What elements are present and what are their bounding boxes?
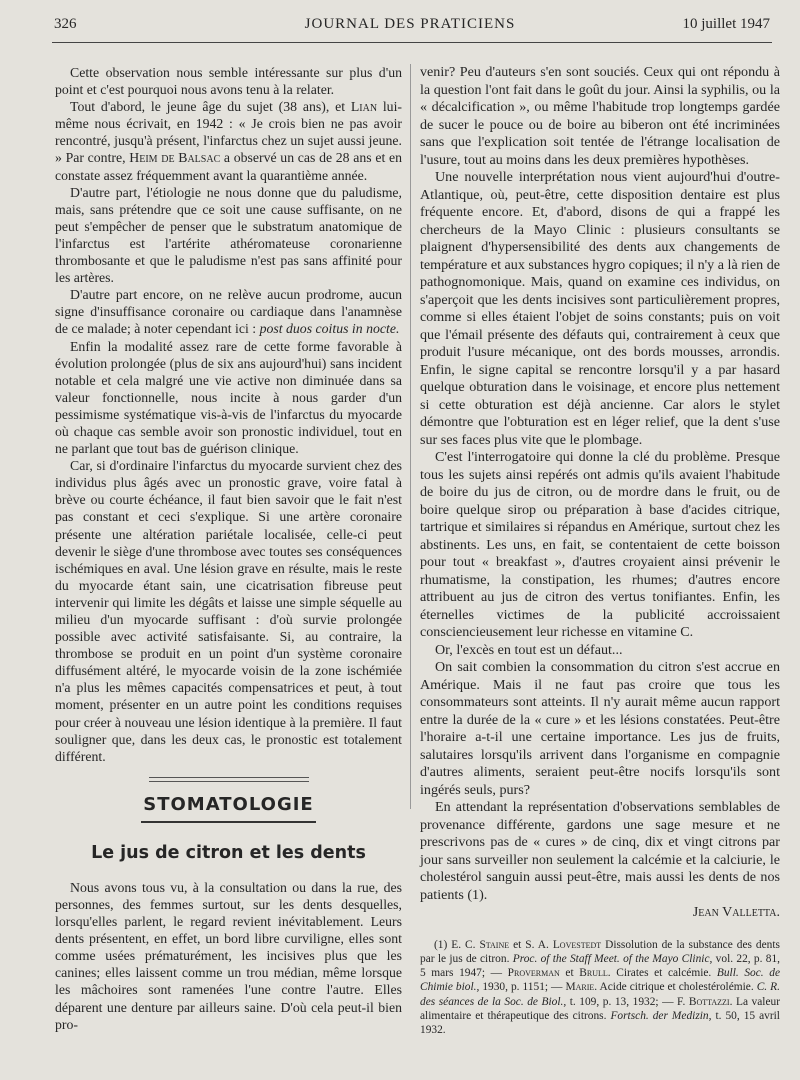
column-divider	[410, 64, 411, 809]
double-rule	[149, 777, 309, 782]
page-number: 326	[54, 16, 77, 32]
paragraph: Une nouvelle interprétation nous vient aujourd'hui d'outre-Atlantique, où, peut-être, cette disposition dentaire est plus fréquente encore. Et, d'abord, disons de qui a frappé les chercheurs de la Mayo Clinic : plusieurs consultants se plaignent d'hypersensibilité des dents aux changements de température et aux substances hygro copiques; il n'y a là rien de pathognomonique. Mais, quand on examine ces individus, on s'aperçoit que les dents incisives sont particulièrement propres, comme si elles étaient l'objet de soins constants; puis on voit que l'émail présente des défauts qui, contrairement à ceux que produit l'usure mécanique, ont des bords mousses, arrondis. Enfin, le signe capital se rencontre lorsqu'il y a par hasard quelque obturation dans le voisinage, et encore plus nettement si cette obturation est déjà ancienne. Car alors le stylet démontre que l'obturation est en léger relief, que la dent s'use sur ses faces plus vite que le plombage.	[420, 169, 780, 448]
paragraph: Cette observation nous semble intéressante sur plus d'un point et c'est pourquoi nous avons tenu à la relater.	[55, 65, 402, 98]
journal-title: JOURNAL DES PRATICIENS	[304, 16, 516, 32]
left-column	[55, 64, 402, 1033]
header-rule	[52, 42, 772, 43]
paragraph: C'est l'interrogatoire qui donne la clé du problème. Presque tous les sujets ainsi repérés ont admis qu'ils avaient l'habitude de boire du jus de citron, ou de mordre dans le fruit, ou de boire quelque sirop ou préparation à base d'acides citrique, tartrique et similaires si répandus en Amérique, surtout chez les abstinents. Les uns, en fait, se contentaient de cette boisson pour tout « breakfast », d'autres croyaient ainsi prévenir le rhumatisme, la constipation, les rhumes; d'autres encore attribuent au jus de citron des vertus tonifiantes. Enfin, les éternelles victimes de la publicité accroissaient consciencieusement leur richesse en vitamine C.	[420, 449, 780, 640]
section-underline	[141, 821, 316, 823]
issue-date: 10 juillet 1947	[682, 16, 770, 32]
latin-phrase: post duos coitus in nocte.	[259, 321, 400, 337]
paragraph: Or, l'excès en tout est un défaut...	[435, 641, 623, 658]
article-title: Le jus de citron et les dents	[91, 842, 366, 863]
paragraph: Nous avons tous vu, à la consultation ou dans la rue, des personnes, des femmes surtout, sur les dents desquelles, lorsqu'elles parlent, le regard revient inévitablement. Leurs dents présentent, en effet, un bord libre curviligne, elles sont comme usées prématurément, les incisives plus que les canines; elles laissent comme un trou médian, même lorsque les mâchoires sont ramenées l'une contre l'autre. Elles déparent une denture par ailleurs saine. D'où cela peut-il bien pro-	[55, 879, 402, 1032]
paragraph: Tout d'abord, le jeune âge du sujet (38 ans), et Lian lui-même nous écrivait, en 1942 : « Je crois bien ne pas avoir rencontré, jusqu'à présent, l'infarctus chez un sujet aussi jeune. » Par contre, Heim de Balsac a observé un cas de 28 ans et en constate assez fréquemment avant la quarantième année.	[55, 99, 403, 183]
paragraph: On sait combien la consommation du citron s'est accrue en Amérique. Mais il ne faut pas croire que tous les consommateurs sont atteints. Il n'y aurait même aucun rapport entre la durée de la « cure » et les lésions constatées. Peut-être l'horaire a-t-il une certaine importance. Les jus de fruits, salutaires lorsqu'ils arrivent dans l'organisme en compagnie d'autres aliments, seraient peut-être nocifs lorsqu'ils sont ingérés seuls, purs?	[420, 659, 780, 798]
paragraph: D'autre part encore, on ne relève aucun prodrome, aucun signe d'insuffisance coronaire ou cardiaque dans l'anamnèse de ce malade; à noter cependant ici : post duos coitus in nocte.	[55, 287, 402, 337]
paragraph: Car, si d'ordinaire l'infarctus du myocarde survient chez des individus plus âgés avec un pronostic grave, voire fatal à brève ou courte échéance, il faut bien savoir que le fait n'est pas constant et ceci s'explique. Si une artère coronaire présente une altération pariétale localisée, celle-ci peut devenir le siège d'une thrombose avec toutes ses conséquences ischémiques en aval. Une lésion grave en résulte, mais le reste du myocarde étant sain, une cicatrisation fibreuse peut intervenir qui limite les dégâts et laisse une simple séquelle au milieu d'un myocarde suffisant : d'où survie prolongée possible avec activité satisfaisante. Si, au contraire, la thrombose se produit en un point d'un système coronaire diffusément altéré, le myocarde voisin de la zone ischémiée n'a plus les mêmes capacités compensatrices et peut, à tout moment, présenter en un autre point les conditions requises pour créer à nouveau une lésion identique à la première. Il faut souligner que, dans les deux cas, le pronostic est totalement différent.	[55, 458, 402, 764]
page-header	[50, 16, 770, 40]
footnote: (1) E. C. Staine et S. A. Lovestedt Dissolution de la substance des dents par le jus de citron. Proc. of the Staff Meet. of the Mayo Clinic, vol. 22, p. 81, 5 mars 1947; — Proverman et Brull. Cirates et calcémie. Bull. Soc. de Chimie biol., 1930, p. 1151; — Marie. Acide citrique et cholestérolémie. C. R. des séances de la Soc. de Biol., t. 109, p. 13, 1932; — F. Bottazzi. La valeur alimentaire et thérapeutique des citrons. Fortsch. der Medizin, t. 50, 15 avril 1932.	[420, 938, 780, 1037]
paragraph: En attendant la représentation d'observations semblables de provenance différente, gardons une sage mesure et ne prescrivons pas de « cures » de cinq, dix et vingt citrons par jour sans surveiller non seulement la calcémie et la calciurie, le cholestérol sanguin aussi peut-être, mais aussi les dents de nos patients (1).	[420, 799, 780, 903]
right-column	[420, 64, 780, 1038]
section-heading: STOMATOLOGIE	[143, 793, 314, 815]
author-name: Heim de Balsac	[129, 150, 221, 166]
footnotes	[420, 938, 780, 1038]
author-name: Lian	[350, 99, 378, 115]
section-separator	[55, 777, 402, 823]
paragraph: D'autre part, l'étiologie ne nous donne que du paludisme, mais, sans prétendre que ce soit une cause suffisante, on ne peut s'empêcher de penser que le substratum anatomique de l'infarctus est l'artérite athéromateuse coronarienne thrombosante et que le paludisme n'est pas sans affinité pour les artères.	[55, 184, 402, 286]
author-signature: Jean Valletta.	[692, 904, 780, 920]
paragraph: Enfin la modalité assez rare de cette forme favorable à évolution prolongée (plus de six ans aujourd'hui) sans incident notable et cela malgré une vie active non diminuée dans sa valeur fonctionnelle, nous incite à nous garder d'un pessimisme systématique vis-à-vis de l'infarctus du myocarde où chaque cas semble avoir son pronostic individuel, tout en ne parlant que tout bas de guérison clinique.	[55, 338, 402, 457]
paragraph: venir? Peu d'auteurs s'en sont souciés. Ceux qui ont répondu à la question l'ont fait dans le goût du jour. Ainsi la syphilis, ou la « décalcification », ou même l'habitude trop longtemps gardée de sucer le pouce ou de boire au biberon ont été incriminées sans que l'explication soit tentée de l'étrange localisation de l'usure, tout au moins dans les deux premières hypothèses.	[420, 64, 780, 168]
